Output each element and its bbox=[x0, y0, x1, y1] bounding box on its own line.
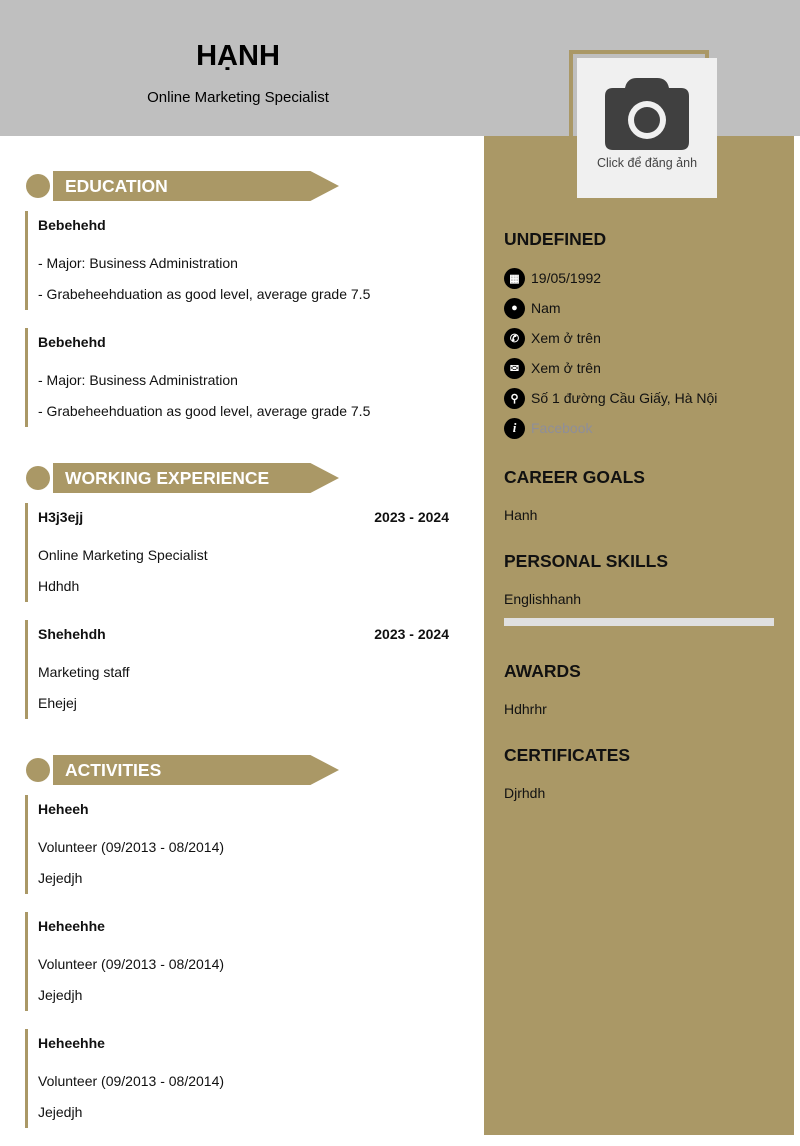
entry-title: Heheehhe bbox=[38, 918, 105, 934]
entry-title: Heheeh bbox=[38, 801, 89, 817]
section-title: ACTIVITIES bbox=[65, 760, 162, 780]
entry-line: - Major: Business Administration bbox=[38, 255, 238, 271]
certificates-title: CERTIFICATES bbox=[504, 745, 631, 765]
info-title[interactable]: UNDEFINED bbox=[504, 229, 607, 249]
experience-entry[interactable] bbox=[25, 503, 455, 602]
awards-text[interactable]: Hdhrhr bbox=[504, 701, 547, 717]
experience-header bbox=[0, 463, 476, 493]
upload-photo-button[interactable] bbox=[577, 58, 717, 198]
activity-entry[interactable] bbox=[25, 1029, 455, 1128]
activities-header bbox=[0, 755, 476, 785]
candidate-role[interactable]: Online Marketing Specialist bbox=[147, 89, 329, 106]
email-icon: ✉ bbox=[504, 358, 525, 379]
info-facebook[interactable] bbox=[504, 413, 717, 443]
calendar-icon: ▦ bbox=[504, 268, 525, 289]
entry-line: - Grabeheehduation as good level, average grade 7.5 bbox=[38, 403, 371, 419]
entry-title: Bebehehd bbox=[38, 217, 106, 233]
entry-line: Jejedjh bbox=[38, 1104, 83, 1120]
info-text: 19/05/1992 bbox=[531, 270, 602, 286]
info-text: Facebook bbox=[531, 420, 593, 436]
entry-line: - Grabeheehduation as good level, average grade 7.5 bbox=[38, 286, 371, 302]
info-address[interactable] bbox=[504, 383, 717, 413]
section-title: EDUCATION bbox=[65, 176, 168, 196]
activity-entry[interactable] bbox=[25, 912, 455, 1011]
user-icon: ● bbox=[504, 298, 525, 319]
career-goals-text[interactable]: Hanh bbox=[504, 507, 538, 523]
education-entry[interactable] bbox=[25, 328, 455, 427]
section-title: WORKING EXPERIENCE bbox=[65, 468, 270, 488]
experience-entry[interactable] bbox=[25, 620, 455, 719]
awards-title: AWARDS bbox=[504, 661, 581, 681]
info-birthday[interactable] bbox=[504, 263, 717, 293]
left-column bbox=[0, 171, 476, 1146]
upload-photo-caption: Click để đăng ảnh bbox=[596, 156, 698, 170]
phone-icon: ✆ bbox=[504, 328, 525, 349]
info-text: Xem ở trên bbox=[531, 360, 601, 376]
skills-title: PERSONAL SKILLS bbox=[504, 551, 669, 571]
entry-line: Volunteer (09/2013 - 08/2014) bbox=[38, 956, 225, 972]
entry-line: - Major: Business Administration bbox=[38, 372, 238, 388]
info-phone[interactable] bbox=[504, 323, 717, 353]
location-icon: ⚲ bbox=[504, 388, 525, 409]
skill-level-bar[interactable] bbox=[504, 618, 774, 626]
entry-date: 2023 - 2024 bbox=[374, 509, 449, 525]
education-entry[interactable] bbox=[25, 211, 455, 310]
entry-line: Volunteer (09/2013 - 08/2014) bbox=[38, 839, 225, 855]
entry-title: H3j3ejj bbox=[38, 509, 84, 525]
entry-date: 2023 - 2024 bbox=[374, 626, 449, 642]
info-text: Xem ở trên bbox=[531, 330, 601, 346]
entry-line: Jejedjh bbox=[38, 987, 83, 1003]
camera-icon bbox=[605, 78, 689, 150]
candidate-name[interactable]: HẠNH bbox=[196, 40, 280, 72]
entry-line: Volunteer (09/2013 - 08/2014) bbox=[38, 1073, 225, 1089]
info-gender[interactable] bbox=[504, 293, 717, 323]
info-text: Nam bbox=[531, 300, 561, 316]
contact-info bbox=[504, 263, 717, 443]
entry-title: Bebehehd bbox=[38, 334, 106, 350]
entry-line: Online Marketing Specialist bbox=[38, 547, 208, 563]
education-header bbox=[0, 171, 476, 201]
entry-line: Jejedjh bbox=[38, 870, 83, 886]
info-email[interactable] bbox=[504, 353, 717, 383]
entry-line: Ehejej bbox=[38, 695, 77, 711]
entry-line: Hdhdh bbox=[38, 578, 80, 594]
entry-line: Marketing staff bbox=[38, 664, 130, 680]
info-icon: i bbox=[504, 418, 525, 439]
certificates-text[interactable]: Djrhdh bbox=[504, 785, 546, 801]
career-goals-title: CAREER GOALS bbox=[504, 467, 645, 487]
skill-name[interactable]: Englishhanh bbox=[504, 591, 582, 607]
activity-entry[interactable] bbox=[25, 795, 455, 894]
entry-title: Shehehdh bbox=[38, 626, 106, 642]
entry-title: Heheehhe bbox=[38, 1035, 105, 1051]
info-text: Số 1 đường Cầu Giấy, Hà Nội bbox=[531, 390, 718, 406]
